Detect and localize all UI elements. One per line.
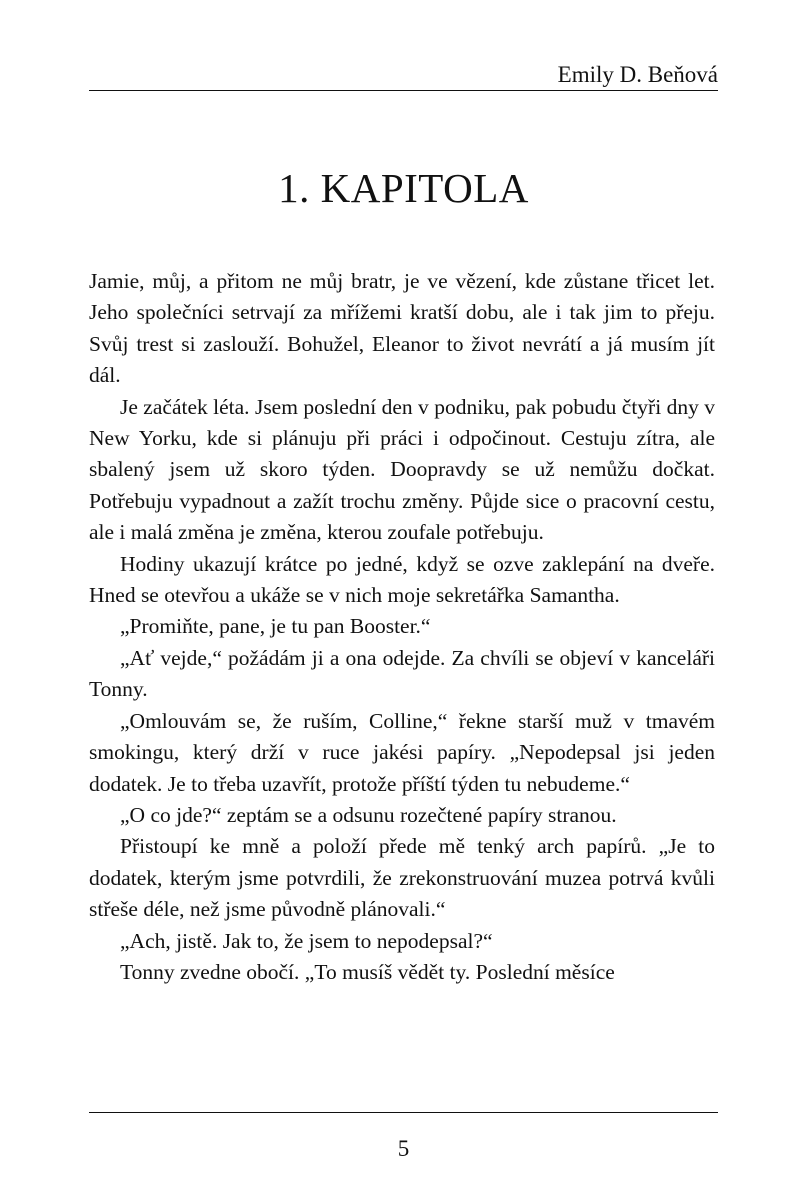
page-number: 5 xyxy=(397,1136,410,1161)
paragraph: „Ať vejde,“ požádám ji a ona odejde. Za chvíli se objeví v kanceláři Tonny. xyxy=(89,645,715,702)
chapter-title: 1. KAPITOLA xyxy=(278,165,529,211)
paragraph: „O co jde?“ zeptám se a odsunu rozečtené papíry stranou. xyxy=(120,802,617,827)
running-head-author: Emily D. Beňová xyxy=(557,62,718,87)
body-text xyxy=(89,266,715,988)
footer-rule xyxy=(89,1112,718,1113)
paragraph: Přistoupí ke mně a položí přede mě tenký arch papírů. „Je to dodatek, kterým jsme potvrdili, že zrekonstruování muzea potrvá kvůli střeše déle, než jsme původně plánovali.“ xyxy=(89,834,715,922)
paragraph: Hodiny ukazují krátce po jedné, když se ozve zaklepání na dveře. Hned se otevřou a ukáže se v nich moje sekretářka Samantha. xyxy=(89,551,715,608)
header-rule xyxy=(89,90,718,91)
paragraph: Tonny zvedne obočí. „To musíš vědět ty. Poslední měsíce xyxy=(120,959,615,984)
paragraph: Jamie, můj, a přitom ne můj bratr, je ve vězení, kde zůstane třicet let. Jeho společníci setrvají za mřížemi kratší dobu, ale i tak jim to přeju. Svůj trest si zaslouží. Bohužel, Eleanor to život nevrátí a já musím jít dál. xyxy=(89,269,715,388)
paragraph: „Ach, jistě. Jak to, že jsem to nepodepsal?“ xyxy=(120,928,493,953)
paragraph: „Promiňte, pane, je tu pan Booster.“ xyxy=(120,614,431,639)
paragraph: „Omlouvám se, že ruším, Colline,“ řekne starší muž v tmavém smokingu, který drží v ruce jakési papíry. „Nepodepsal jsi jeden dodatek. Je to třeba uzavřít, protože příští týden tu nebudeme.“ xyxy=(89,708,715,796)
paragraph: Je začátek léta. Jsem poslední den v podniku, pak pobudu čtyři dny v New Yorku, kde si plánuju při práci i odpočinout. Cestuju zítra, ale sbalený jsem už skoro týden. Doopravdy se už nemůžu dočkat. Potřebuju vypadnout a zažít trochu změny. Půjde sice o pracovní cestu, ale i malá změna je změna, kterou zoufale potřebuju. xyxy=(89,394,715,545)
